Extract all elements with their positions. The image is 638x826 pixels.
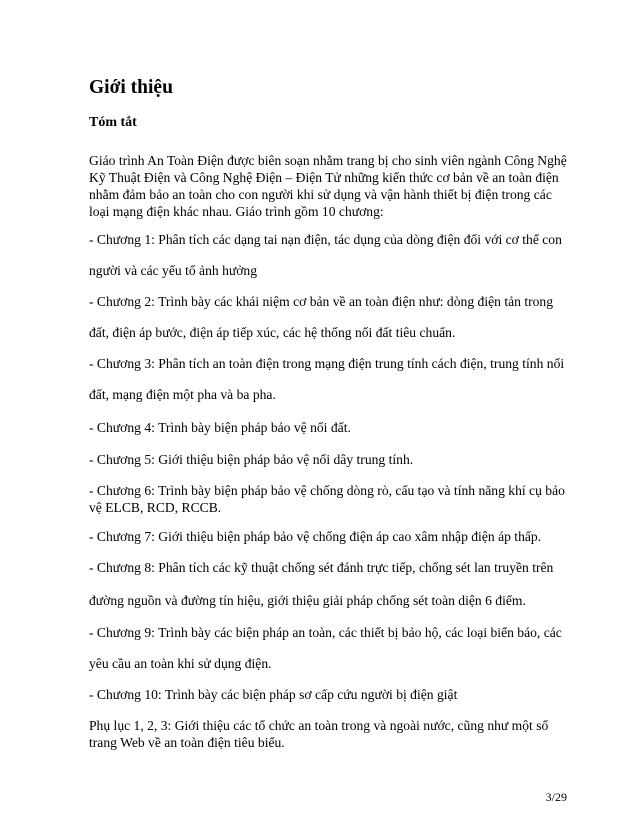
appendix-line: trang Web về an toàn điện tiêu biểu. [89, 735, 285, 750]
page-title: Giới thiệu [89, 77, 173, 98]
intro-line: Kỹ Thuật Điện và Công Nghệ Điện – Điện Tử những kiến thức cơ bản về an toàn điện [89, 170, 559, 185]
chapter-9-line: yêu cầu an toàn khi sử dụng điện. [89, 656, 272, 671]
chapter-2-line: - Chương 2: Trình bày các khái niệm cơ bản về an toàn điện như: dòng điện tản trong [89, 294, 554, 309]
chapter-10-line: - Chương 10: Trình bày các biện pháp sơ cấp cứu người bị điện giật [89, 687, 458, 702]
chapter-6-line: - Chương 6: Trình bày biện pháp bảo vệ chống dòng rò, cấu tạo và tính năng khí cụ bảo [89, 483, 565, 498]
chapter-3-line: đất, mạng điện một pha và ba pha. [89, 387, 276, 402]
chapter-2-line: đất, điện áp bước, điện áp tiếp xúc, các hệ thống nối đất tiêu chuẩn. [89, 325, 456, 340]
section-subtitle: Tóm tắt [89, 115, 137, 130]
chapter-8-line: đường nguồn và đường tín hiệu, giới thiệu giải pháp chống sét toàn diện 6 điểm. [89, 593, 526, 608]
chapter-7-line: - Chương 7: Giới thiệu biện pháp bảo vệ chống điện áp cao xâm nhập điện áp thấp. [89, 529, 542, 544]
intro-line: loại mạng điện khác nhau. Giáo trình gồm 10 chương: [89, 204, 384, 219]
chapter-6-line: vệ ELCB, RCD, RCCB. [89, 500, 222, 515]
intro-line: Giáo trình An Toàn Điện được biên soạn nhằm trang bị cho sinh viên ngành Công Nghệ [89, 153, 567, 168]
chapter-5-line: - Chương 5: Giới thiệu biện pháp bảo vệ nối dây trung tính. [89, 452, 414, 467]
intro-line: nhằm đảm bảo an toàn cho con người khi sử dụng và vận hành thiết bị điện trong các [89, 187, 552, 202]
chapter-4-line: - Chương 4: Trình bày biện pháp bảo vệ nối đất. [89, 420, 351, 435]
chapter-3-line: - Chương 3: Phân tích an toàn điện trong mạng điện trung tính cách điện, trung tính nối [89, 356, 565, 371]
appendix-line: Phụ lục 1, 2, 3: Giới thiệu các tổ chức an toàn trong và ngoài nước, cũng như một số [89, 718, 549, 733]
chapter-8-line: - Chương 8: Phân tích các kỹ thuật chống sét đánh trực tiếp, chống sét lan truyền trên [89, 560, 554, 575]
chapter-1-line: - Chương 1: Phân tích các dạng tai nạn điện, tác dụng của dòng điện đối với cơ thể con [89, 232, 562, 247]
chapter-1-line: người và các yếu tố ảnh hưởng [89, 263, 258, 278]
page-number: 3/29 [545, 790, 567, 804]
chapter-9-line: - Chương 9: Trình bày các biện pháp an toàn, các thiết bị bảo hộ, các loại biển báo, các [89, 625, 562, 640]
